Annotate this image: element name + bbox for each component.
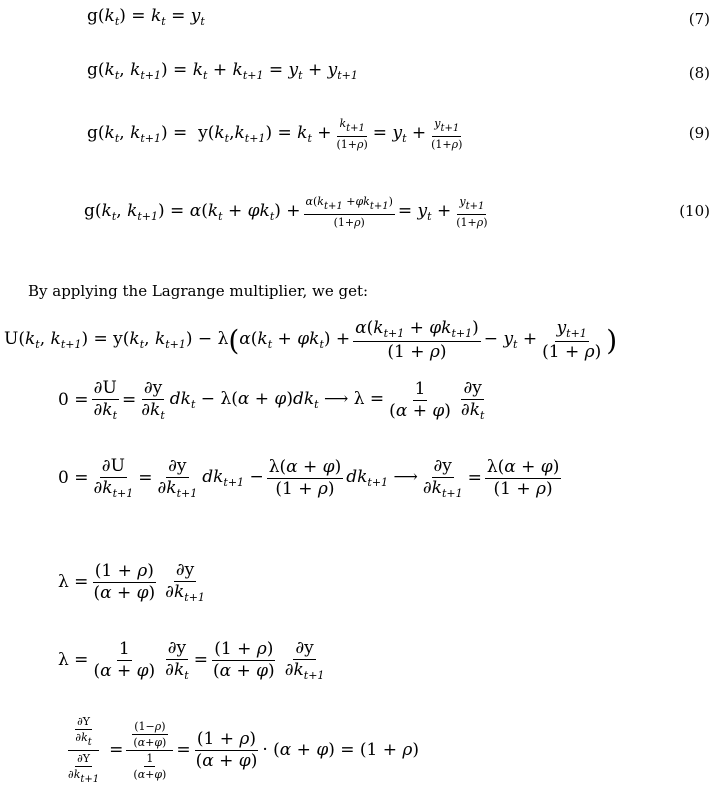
equation-number-8: (8)	[688, 64, 710, 82]
lambda-equation-2: λ = $\frac{1}{(\alpha + \varphi)}$ $\frac{\partial y}{\partial k_t}$ = $\frac{(1 + \rho)}{(\alpha + \varphi)}$ $\frac{\partial y}{\partial k_{t+1}}$	[58, 638, 325, 682]
equation-number-10: (10)	[679, 202, 710, 220]
foc-kt1-equation: 0 = $\frac{\partial U}{\partial k_{t+1}}$ = $\frac{\partial y}{\partial k_{t+1}}$ $dk_{t+1}$ − $\frac{\lambda(\alpha + \varphi)}{(1 + \rho)}$ $dk_{t+1}$ ⟶ $\frac{\partial y}{\partial k_{t+1}}$ = $\frac{\lambda(\alpha + \varphi)}{(1 + \rho)}$	[58, 456, 560, 500]
equation-number-7: (7)	[688, 10, 710, 28]
lagrangian-equation: $U(k_t$, $k_{t+1}) = y(k_t$, $k_{t+1}) - \lambda$ ( $\alpha(k_t + \varphi k_t)$ + $\frac{\alpha(k_{t+1} + \varphi k_{t+1})}{(1 + \rho)}$ − $y_t$ + $\frac{y_{t+1}}{(1 + \rho)}$ )	[4, 318, 618, 362]
equation-7-body: $g(k_t) = k_t = y_t$	[87, 6, 205, 28]
equation-9-body: $g(k_t$, $k_{t+1}) = y(k_t,k_{t+1}) = k_t$ + $\frac{kt+1}{(1+\rho)}$ = $y_t$ + $\frac{yt+1}{(1+\rho)}$	[87, 117, 463, 151]
equation-10-body: $g(k_t$, $k_{t+1}) = \alpha(k_t + \varphi k_t)$ + $\frac{\text{α(kt+1 +φkt+1)}}{(1+\rho)}$ = $y_t$ + $\frac{yt+1}{(1+\rho)}$	[84, 195, 488, 229]
lagrange-intro-text: By applying the Lagrange multiplier, we get:	[28, 282, 369, 300]
ratio-equation: $\frac{\frac{\partial Y}{\partial kt}}{\frac{\partial Y}{\partial kt+1}}$ = $\frac{\frac{(1-\rho)}{(\alpha+\varphi)}}{\frac{1}{(\alpha+\varphi)}}$ = $\frac{(1 + \rho)}{(\alpha + \varphi)}$ · (α + φ) = (1 + ρ)	[68, 715, 420, 785]
lambda-equation-1: λ = $\frac{(1 + \rho)}{(\alpha + \varphi)}$ $\frac{\partial y}{\partial k_{t+1}}$	[58, 560, 205, 604]
equation-8-body: $g(k_t$, $k_{t+1}) = k_t + k_{t+1} = y_t + y_{t+1}$	[87, 60, 358, 82]
equation-number-9: (9)	[688, 124, 710, 142]
foc-kt-equation: 0 = $\frac{\partial U}{\partial k_t}$ = $\frac{\partial y}{\partial k_t}$ $dk_t - \lambda(\alpha + \varphi)dk_t$ ⟶ λ = $\frac{1}{(\alpha + \varphi)}$ $\frac{\partial y}{\partial k_t}$	[58, 378, 485, 422]
